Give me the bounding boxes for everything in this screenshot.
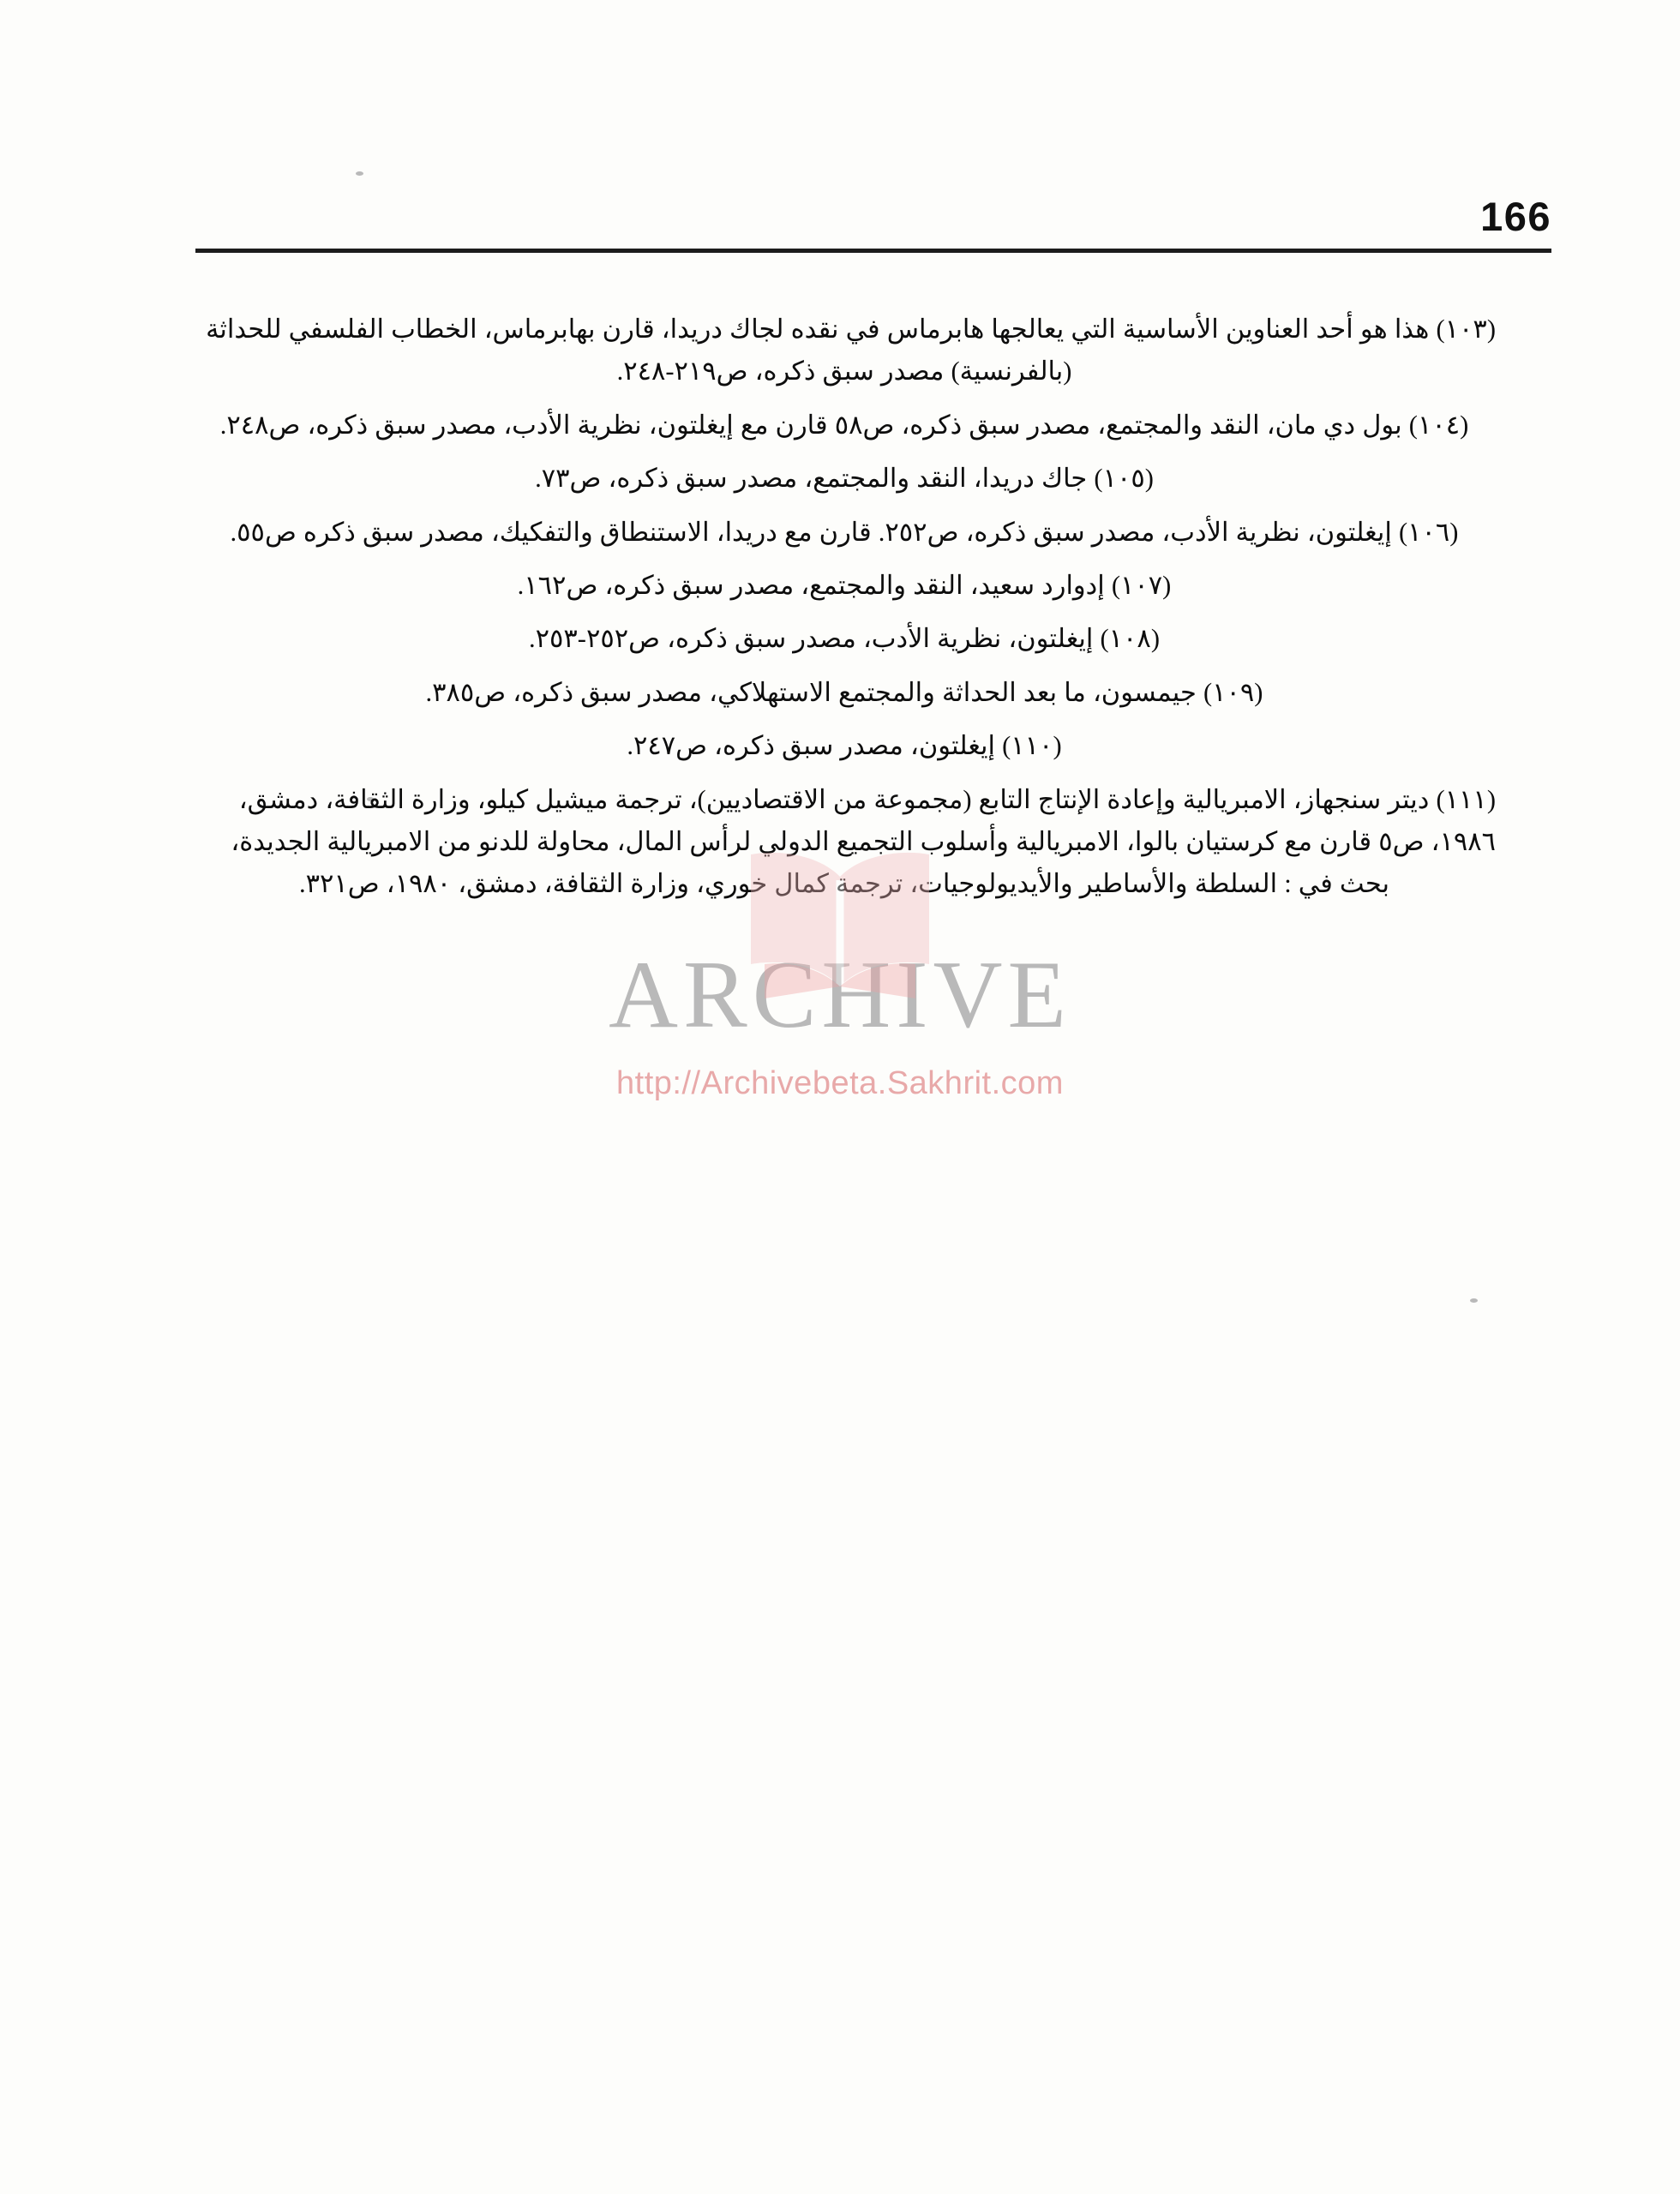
note-line: (١٠٤) بول دي مان، النقد والمجتمع، مصدر سبق ذكره، ص٥٨ قارن مع إيغلتون، نظرية الأدب، مصدر سبق ذكره، ص٢٤٨. bbox=[219, 410, 1469, 440]
list-item bbox=[193, 309, 1496, 393]
scan-speck bbox=[1470, 1298, 1478, 1303]
note-line: (١٠٧) إدوارد سعيد، النقد والمجتمع، مصدر سبق ذكره، ص١٦٢. bbox=[517, 571, 1172, 601]
list-item bbox=[193, 779, 1496, 906]
list-item bbox=[193, 672, 1496, 714]
list-item bbox=[193, 725, 1496, 767]
list-item bbox=[193, 512, 1496, 554]
list-item bbox=[193, 618, 1496, 660]
list-item bbox=[193, 458, 1496, 500]
note-line: (١٠٩) جيمسون، ما بعد الحداثة والمجتمع الاستهلاكي، مصدر سبق ذكره، ص٣٨٥. bbox=[425, 677, 1263, 707]
note-line: (١٠٣) هذا هو أحد العناوين الأساسية التي يعالجها هابرماس في نقده لجاك دريدا، قارن بهابرماس، الخطاب الفلسفي للحداثة bbox=[206, 315, 1496, 344]
endnotes-list bbox=[193, 309, 1496, 917]
note-line: ١٩٨٦، ص٥ قارن مع كرستيان بالوا، الامبريالية وأسلوب التجميع الدولي لرأس المال، محاولة للدنو من الامبريالية الجديدة، bbox=[231, 827, 1496, 857]
page-number: 166 bbox=[1480, 194, 1551, 239]
archive-watermark bbox=[0, 942, 1680, 1102]
list-item bbox=[193, 565, 1496, 607]
note-line: (١٠٥) جاك دريدا، النقد والمجتمع، مصدر سبق ذكره، ص٧٣. bbox=[535, 464, 1154, 494]
scan-speck bbox=[356, 171, 363, 176]
note-line: (بالفرنسية) مصدر سبق ذكره، ص٢١٩-٢٤٨. bbox=[616, 357, 1072, 387]
note-line: بحث في : السلطة والأساطير والأيديولوجيات، ترجمة كمال خوري، وزارة الثقافة، دمشق، ١٩٨٠، ص٣٢١. bbox=[298, 869, 1390, 899]
watermark-url: http://Archivebeta.Sakhrit.com bbox=[616, 1065, 1064, 1101]
note-line: (١٠٨) إيغلتون، نظرية الأدب، مصدر سبق ذكره، ص٢٥٢-٢٥٣. bbox=[529, 624, 1160, 654]
note-line: (١٠٦) إيغلتون، نظرية الأدب، مصدر سبق ذكره، ص٢٥٢. قارن مع دريدا، الاستنطاق والتفكيك، مصدر سبق ذكره ص٥٥. bbox=[230, 517, 1459, 547]
list-item bbox=[193, 405, 1496, 447]
note-line: (١١٠) إيغلتون، مصدر سبق ذكره، ص٢٤٧. bbox=[627, 731, 1062, 761]
header-divider bbox=[195, 249, 1551, 253]
note-line: (١١١) ديتر سنجهاز، الامبريالية وإعادة الإنتاج التابع (مجموعة من الاقتصاديين)، ترجمة ميشيل كيلو، وزارة الثقافة، دمشق، bbox=[238, 784, 1496, 814]
watermark-title: ARCHIVE bbox=[609, 942, 1071, 1048]
